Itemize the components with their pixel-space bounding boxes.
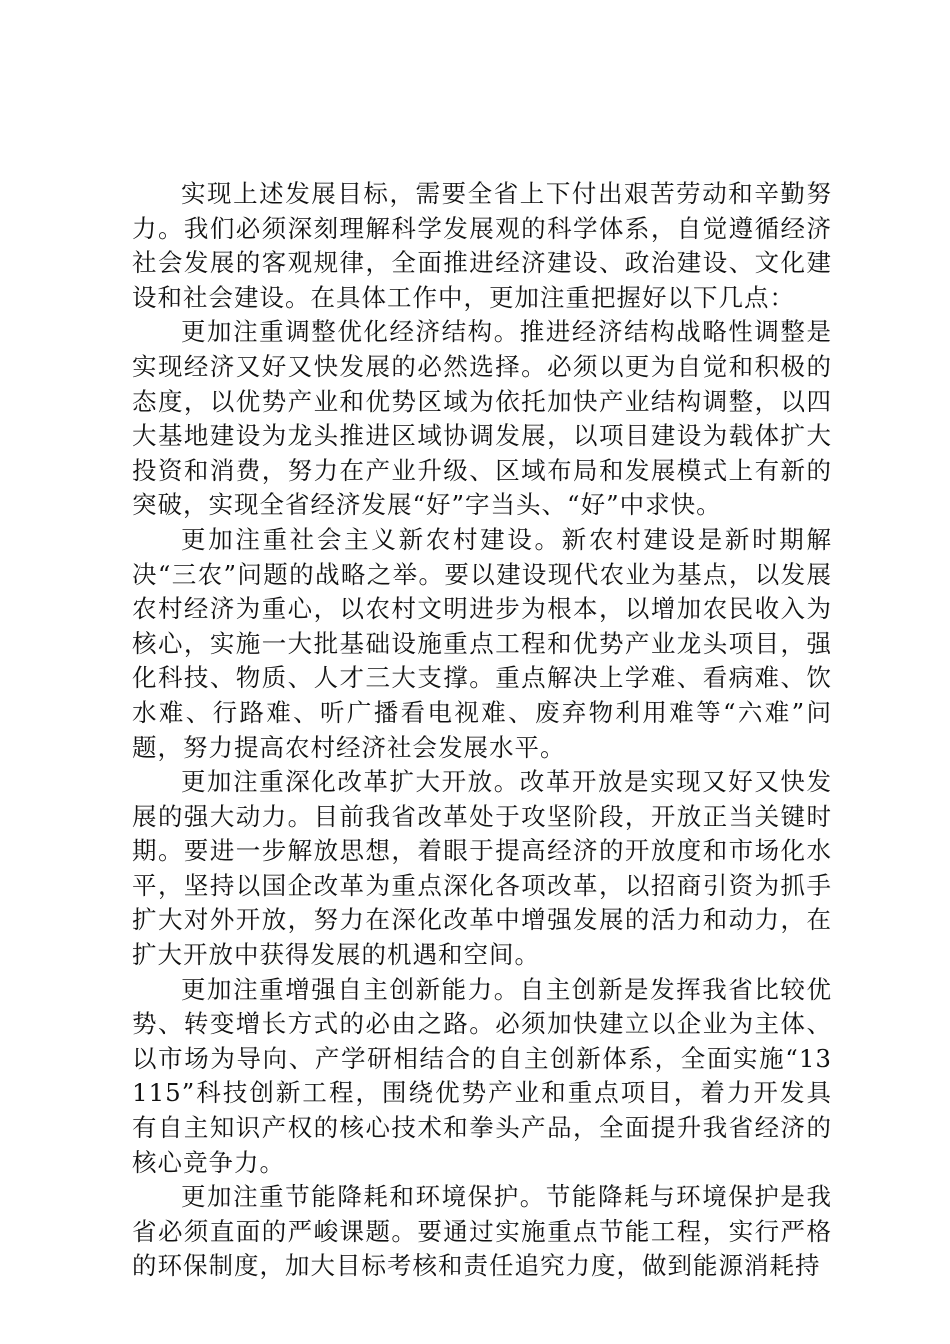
paragraph-economic-structure: 更加注重调整优化经济结构。推进经济结构战略性调整是实现经济又好又快发展的必然选择。必须以更为自觉和积极的态度，以优势产业和优势区域为依托加快产业结构调整，以四大基地建设为龙头推进区域协调发展，以项目建设为载体扩大投资和消费，努力在产业升级、区域布局和发展模式上有新的突破，实现全省经济发展“好”字当头、“好”中求快。 — [132, 317, 832, 520]
paragraph-reform-opening: 更加注重深化改革扩大开放。改革开放是实现又好又快发展的强大动力。目前我省改革处于攻坚阶段，开放正当关键时期。要进一步解放思想，着眼于提高经济的开放度和市场化水平，坚持以国企改革为重点深化各项改革，以招商引资为抓手扩大对外开放，努力在深化改革中增强发展的活力和动力，在扩大开放中获得发展的机遇和空间。 — [132, 767, 832, 970]
paragraph-intro: 实现上述发展目标，需要全省上下付出艰苦劳动和辛勤努力。我们必须深刻理解科学发展观的科学体系，自觉遵循经济社会发展的客观规律，全面推进经济建设、政治建设、文化建设和社会建设。在具体工作中，更加注重把握好以下几点： — [132, 179, 832, 312]
document-body — [132, 177, 832, 1284]
paragraph-energy-environment: 更加注重节能降耗和环境保护。节能降耗与环境保护是我省必须直面的严峻课题。要通过实施重点节能工程，实行严格的环保制度，加大目标考核和责任追究力度，做到能源消耗持 — [132, 1182, 832, 1281]
paragraph-innovation: 更加注重增强自主创新能力。自主创新是发挥我省比较优势、转变增长方式的必由之路。必须加快建立以企业为主体、以市场为导向、产学研相结合的自主创新体系，全面实施“13115”科技创新工程，围绕优势产业和重点项目，着力开发具有自主知识产权的核心技术和拳头产品，全面提升我省经济的核心竞争力。 — [132, 974, 832, 1177]
paragraph-new-countryside: 更加注重社会主义新农村建设。新农村建设是新时期解决“三农”问题的战略之举。要以建设现代农业为基点，以发展农村经济为重心，以农村文明进步为根本，以增加农民收入为核心，实施一大批基础设施重点工程和优势产业龙头项目，强化科技、物质、人才三大支撑。重点解决上学难、看病难、饮水难、行路难、听广播看电视难、废弃物利用难等“六难”问题，努力提高农村经济社会发展水平。 — [132, 524, 832, 762]
